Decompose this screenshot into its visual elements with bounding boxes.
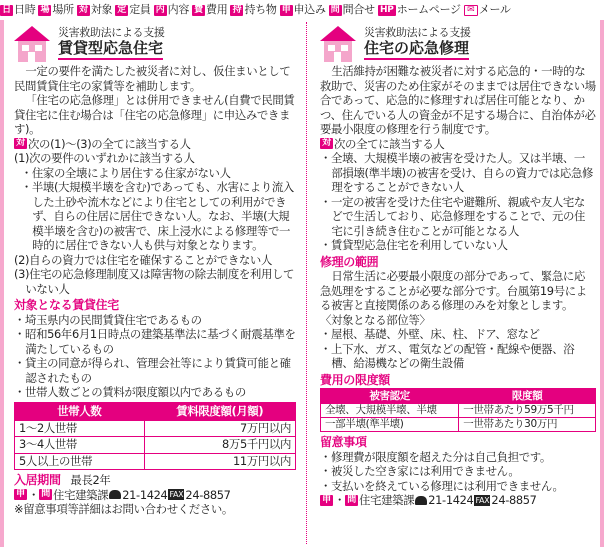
apply-icon: 申 [14, 489, 27, 500]
fax-icon: FAX [169, 490, 184, 500]
legend-label: 費用 [206, 3, 228, 16]
contact-line: 申 ・ 問 住宅建築課 21-1424 FAX 24-8857 [320, 493, 596, 508]
section-subtitle: 災害救助法による支援 [58, 26, 165, 39]
table-cell: 一世帯あたり30万円 [459, 418, 596, 432]
target-text: 次の全てに該当する人 [334, 136, 445, 151]
legend-label: メール [478, 3, 511, 16]
mail-icon: ✉ [464, 5, 478, 16]
requirement-2: (2)自らの資力では住宅を確保することができない人 [14, 252, 272, 267]
rent-limit-table [14, 402, 296, 471]
legend-label: 場所 [52, 3, 74, 16]
notes-heading: 留意事項 [320, 435, 367, 449]
belongings-icon: 持 [230, 5, 243, 16]
phone-icon [415, 496, 427, 505]
scope-text: 日常生活に必要最小限度の部分であって、緊急に応急処理をすることが必要な部分です。台風第19号による被害と直接関係のある修理のみを対象とします。 [320, 269, 587, 312]
requirement-1b: ・半壊(大規模半壊を含む)であっても、水害により流入した土砂や流木などにより住宅としての利用ができず、自らの住居に居住できない人。なお、半壊(大規模半壊を含む)の被害で、床上浸水による修理等で一時的に居住できない人も供与対象となります。 [20, 180, 294, 252]
table-header-damage: 被害認定 [321, 389, 459, 404]
inquiry-icon: 問 [345, 495, 358, 506]
cost-limit-table [320, 388, 596, 432]
target-conditions-list [320, 151, 596, 253]
inquiry-icon: 問 [329, 5, 342, 16]
section-header [320, 22, 596, 64]
list-item: ・一定の被害を受けた住宅や避難所、親戚や友人宅などで生活しており、応急修理をすることで、元の住宅に引き続き住むことが可能となる人 [320, 194, 586, 238]
contact-tel: 21-1424 [122, 487, 168, 502]
target-line [320, 137, 596, 152]
table-cell: 8万5千円以内 [144, 437, 295, 454]
footnote: ※留意事項等詳細はお問い合わせください。 [14, 502, 233, 516]
rental-conditions-list [14, 313, 296, 400]
list-item: ・上下水、ガス、電気などの配管・配線や便器、浴槽、給湯機などの衛生設備 [320, 341, 575, 370]
table-cell: 7万円以内 [144, 420, 295, 437]
table-header-household: 世帯人数 [15, 402, 145, 420]
list-item: ・修理費が限度額を超えた分は自己負担です。 [320, 449, 551, 464]
phone-icon [109, 490, 121, 499]
table-cell: 3～4人世帯 [15, 437, 145, 454]
requirement-1: (1)次の要件のいずれかに該当する人 [14, 151, 195, 165]
section-header [14, 22, 296, 64]
contact-dept: 住宅建築課 [53, 487, 109, 502]
legend-label: 日時 [14, 3, 36, 16]
table-cell: 1～2人世帯 [15, 420, 145, 437]
intro-text: 生活維持が困難な被災者に対する応急的・一時的な救助で、災害のため住家がそのままでは居住できない場合であって、応急的に修理すれば居住可能となり、かつ、住んでいる人の資金が不足する場合に、自治体が必要最小限度の修理を行う制度です。 [320, 64, 596, 136]
legend-content [154, 4, 189, 16]
legend-label: 内容 [167, 3, 190, 16]
target-line [14, 137, 296, 152]
left-border-strip [0, 20, 4, 547]
table-row [15, 420, 296, 437]
legend-label: 対象 [90, 3, 113, 16]
contact-line: 申 ・ 問 住宅建築課 21-1424 FAX 24-8857 [14, 488, 296, 503]
requirement-1a: ・住家の全壊により居住する住家がない人 [20, 165, 231, 180]
cost-icon: 費 [192, 5, 205, 16]
legend-label: ホームページ [396, 3, 461, 16]
inquiry-icon: 問 [39, 489, 52, 500]
list-item: ・世帯人数ごとの賃料が限度額以内であるもの [14, 385, 246, 399]
right-border-strip [600, 20, 604, 547]
target-text: 次の(1)～(3)の全てに該当する人 [28, 136, 191, 151]
scope-parts-label: 〈対象となる部位等〉 [320, 312, 431, 327]
list-item: ・昭和56年6月1日時点の建築基準法に基づく耐震基準を満たしているもの [14, 327, 296, 356]
table-header-rent: 賃料限度額(月額) [144, 402, 295, 420]
legend-belongings [230, 4, 276, 16]
legend-inquiry [329, 4, 375, 16]
legend-label: 申込み [293, 3, 326, 16]
contact-dept: 住宅建築課 [359, 493, 415, 507]
legend-label: 問合せ [342, 3, 375, 16]
scope-heading: 修理の範囲 [320, 254, 379, 269]
table-row [321, 418, 596, 432]
note-text: 「住宅の応急修理」とは併用できません(自費で民間賃貸住宅に住む場合は「住宅の応急修理」に申込みできます)。 [14, 93, 295, 136]
legend-capacity [115, 4, 150, 16]
apply-icon: 申 [320, 495, 333, 506]
list-item: ・埼玉県内の民間賃貸住宅であるもの [14, 312, 202, 327]
cost-heading: 費用の限度額 [320, 372, 390, 387]
period-label: 入居期間 [14, 473, 61, 487]
list-item: ・賃貸型応急住宅を利用していない人 [320, 238, 508, 252]
contact-fax: 24-8857 [491, 493, 537, 507]
list-item: ・支払いを終えている修理には利用できません。 [320, 478, 564, 493]
notes-list [320, 450, 596, 494]
capacity-icon: 定 [115, 5, 128, 16]
table-cell: 5人以上の世帯 [15, 453, 145, 470]
column-divider [306, 22, 307, 544]
table-header-limit: 限度額 [459, 389, 596, 404]
icon-legend [0, 0, 604, 20]
target-icon: 対 [77, 5, 90, 16]
contact-fax: 24-8857 [185, 487, 231, 502]
requirement-3: (3)住宅の応急修理制度又は障害物の除去制度を利用していない人 [14, 267, 295, 296]
table-cell: 一世帯あたり59万5千円 [459, 404, 596, 418]
section-title: 住宅の応急修理 [364, 41, 469, 56]
table-row [15, 437, 296, 454]
target-icon: 対 [14, 138, 27, 149]
period-value: 最長2年 [70, 473, 111, 487]
intro-text: 一定の要件を満たした被災者に対し、仮住まいとして民間賃貸住宅の家賃等を補助します。 [14, 64, 291, 93]
table-row [15, 453, 296, 470]
contact-tel: 21-1424 [428, 493, 474, 507]
legend-target [77, 4, 112, 16]
list-item: ・屋根、基礎、外壁、床、柱、ドア、窓など [320, 327, 540, 341]
legend-place [38, 4, 73, 16]
legend-label: 定員 [129, 3, 151, 16]
legend-datetime [0, 4, 35, 16]
house-icon [320, 26, 356, 62]
homepage-icon: HP [378, 5, 396, 16]
period-line [14, 473, 296, 488]
rental-heading: 対象となる賃貸住宅 [14, 298, 119, 312]
table-cell: 一部半壊(準半壊) [321, 418, 459, 432]
table-cell: 11万円以内 [144, 453, 295, 470]
scope-parts-list [320, 327, 596, 371]
content-icon: 内 [154, 5, 167, 16]
apply-icon: 申 [280, 5, 293, 16]
list-item: ・貸主の同意が得られ、管理会社等により賃貸可能と確認されたもの [14, 356, 291, 385]
legend-cost [192, 4, 227, 16]
table-cell: 全壊、大規模半壊、半壊 [321, 404, 459, 418]
datetime-icon: 日 [0, 5, 13, 16]
list-item: ・被災した空き家には利用できません。 [320, 464, 520, 478]
fax-icon: FAX [475, 495, 490, 505]
target-icon: 対 [320, 138, 333, 149]
legend-homepage [378, 4, 461, 16]
place-icon: 場 [38, 5, 51, 16]
emergency-repair-section [320, 22, 596, 508]
house-icon [14, 26, 50, 62]
list-item: ・全壊、大規模半壊の被害を受けた人。又は半壊、一部損壊(準半壊)の被害を受け、自らの資力では応急修理をすることができない人 [320, 151, 594, 194]
table-row [321, 404, 596, 418]
legend-label: 持ち物 [244, 3, 277, 16]
section-title: 賃貸型応急住宅 [58, 41, 163, 56]
rental-housing-section [14, 22, 296, 517]
legend-apply [280, 4, 326, 16]
section-subtitle: 災害救助法による支援 [364, 26, 471, 39]
legend-mail [464, 4, 511, 16]
